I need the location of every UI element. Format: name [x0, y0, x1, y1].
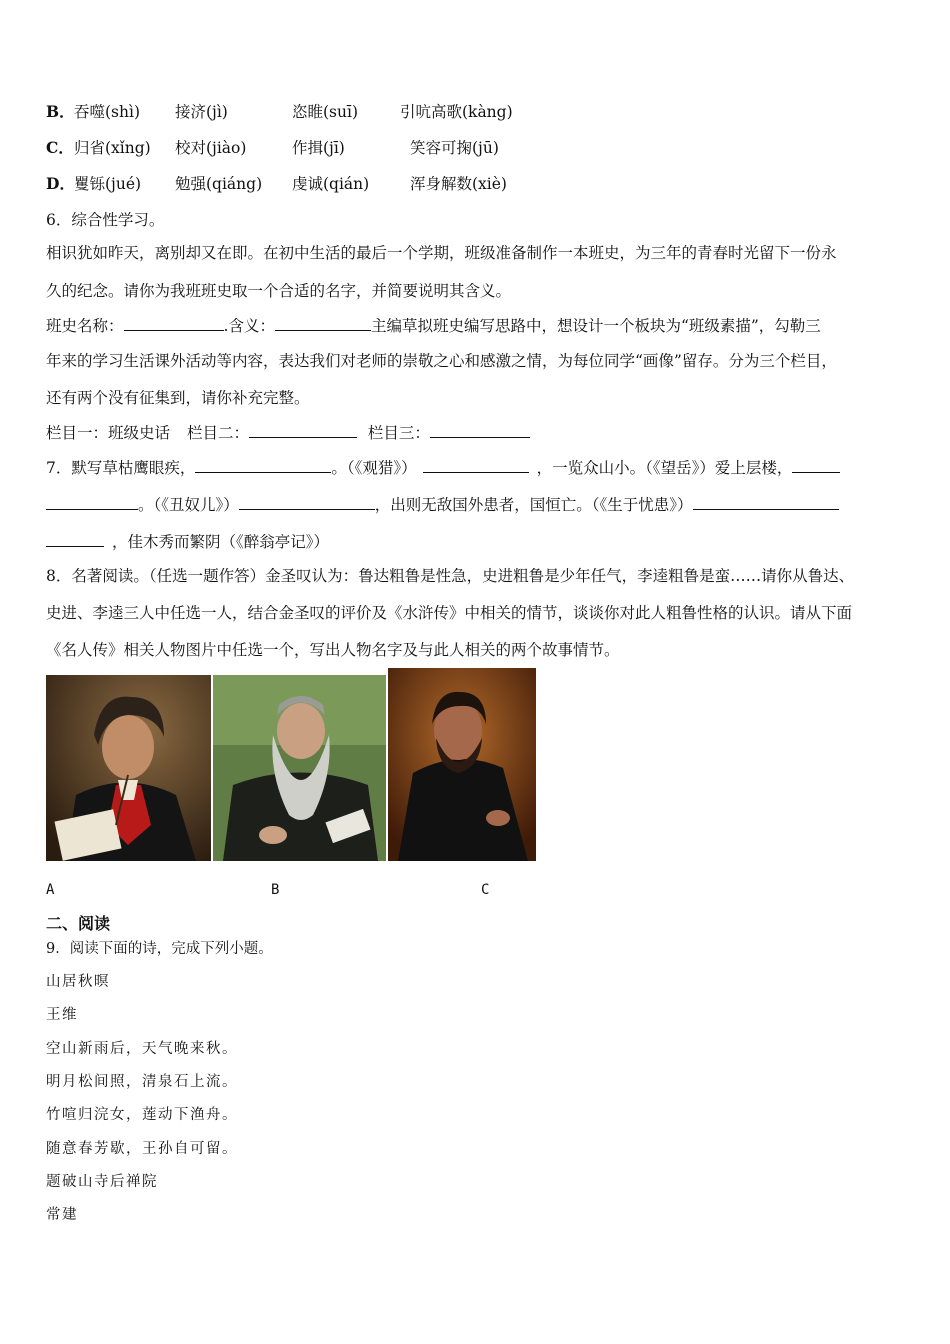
- q6-columns-line: [46, 422, 530, 443]
- answer-blank[interactable]: [195, 457, 331, 473]
- q7-text: ，一览众山小。（《望岳》）爱上层楼，: [536, 459, 793, 477]
- poem-line: 随意春芳歇，王孙自可留。: [46, 1141, 238, 1157]
- answer-blank[interactable]: [124, 315, 224, 331]
- portrait-c-image: [388, 668, 536, 861]
- option-item: 笑容可掬(jū): [410, 139, 499, 157]
- q7-line: [46, 457, 840, 478]
- option-item: 吞噬(shì): [74, 103, 140, 121]
- option-item: 归省(xǐng): [74, 139, 151, 157]
- answer-blank[interactable]: [423, 457, 529, 473]
- answer-blank[interactable]: [46, 531, 104, 547]
- caption-a: A: [46, 882, 55, 898]
- q7-text: ，佳木秀而繁阴（《醉翁亭记》）: [112, 533, 330, 551]
- option-label: C．: [46, 138, 74, 157]
- option-item: 虔诚(qián): [292, 175, 370, 193]
- q7-text: 。（《丑奴儿》）: [138, 496, 239, 514]
- q9-title: 9．阅读下面的诗，完成下列小题。: [46, 941, 273, 957]
- q7-text: 。（《观猎》）: [331, 459, 417, 477]
- option-label: B．: [46, 102, 75, 121]
- q6-paragraph: 年来的学习生活课外活动等内容，表达我们对老师的崇敬之心和感激之情，为每位同学“画像”留存。分为三个栏目，: [46, 352, 837, 370]
- q8-paragraph: 8．名著阅读。（任选一题作答）金圣叹认为：鲁达粗鲁是性急，史进粗鲁是少年任气，李逵粗鲁是蛮……请你从鲁达、: [46, 567, 855, 585]
- q7-line: [46, 531, 329, 552]
- option-item: 接济(jì): [175, 103, 228, 121]
- q7-line: [46, 494, 839, 515]
- option-item: 矍铄(jué): [74, 175, 142, 193]
- poem-line: 竹喧归浣女，莲动下渔舟。: [46, 1107, 238, 1123]
- poem-author: 王维: [46, 1007, 78, 1023]
- poem-line: 明月松间照，清泉石上流。: [46, 1074, 238, 1090]
- section-heading: 二、阅读: [46, 914, 111, 933]
- poem-line: 空山新雨后，天气晚来秋。: [46, 1041, 238, 1057]
- answer-blank[interactable]: [430, 422, 530, 438]
- caption-b: B: [271, 882, 280, 898]
- option-item: 浑身解数(xiè): [410, 175, 507, 193]
- answer-blank[interactable]: [792, 457, 840, 473]
- portrait-a-image: [46, 675, 211, 861]
- portrait-b-image: [213, 675, 386, 861]
- caption-c: C: [481, 882, 490, 898]
- option-label: D．: [46, 174, 75, 193]
- poem-title: 山居秋暝: [46, 974, 110, 990]
- q6-fill-line: [46, 315, 821, 336]
- q8-paragraph: 《名人传》相关人物图片中任选一个，写出人物名字及与此人相关的两个故事情节。: [46, 641, 620, 659]
- column-one: 栏目一：班级史话: [46, 424, 171, 442]
- name-label: 班史名称：: [46, 317, 124, 335]
- q7-text: ，出则无敌国外患者，国恒亡。（《生于忧患》）: [374, 496, 693, 514]
- q6-paragraph: 相识犹如昨天，离别却又在即。在初中生活的最后一个学期，班级准备制作一本班史，为三年的青春时光留下一份永: [46, 244, 837, 262]
- answer-blank[interactable]: [249, 422, 357, 438]
- option-item: 恣睢(suī): [292, 103, 358, 121]
- option-item: 引吭高歌(kàng): [400, 103, 513, 121]
- option-item: 校对(jiào): [175, 139, 247, 157]
- option-item: 作揖(jī): [292, 139, 345, 157]
- q6-paragraph: 主编草拟班史编写思路中，想设计一个板块为“班级素描”，勾勒三: [370, 317, 821, 335]
- q8-paragraph: 史进、李逵三人中任选一人，结合金圣叹的评价及《水浒传》中相关的情节，谈谈你对此人粗鲁性格的认识。请从下面: [46, 604, 853, 622]
- answer-blank[interactable]: [46, 494, 138, 510]
- poem-author: 常建: [46, 1207, 78, 1223]
- option-item: 勉强(qiáng): [175, 175, 263, 193]
- q6-title: 6．综合性学习。: [46, 211, 165, 229]
- meaning-label: .含义：: [223, 317, 275, 335]
- q7-text: 7．默写草枯鹰眼疾，: [46, 459, 196, 477]
- column-three-label: 栏目三：: [367, 424, 430, 442]
- q6-paragraph: 久的纪念。请你为我班班史取一个合适的名字，并简要说明其含义。: [46, 282, 512, 300]
- answer-blank[interactable]: [239, 494, 375, 510]
- answer-blank[interactable]: [275, 315, 371, 331]
- column-two-label: 栏目二：: [186, 424, 249, 442]
- answer-blank[interactable]: [693, 494, 839, 510]
- poem-title: 题破山寺后禅院: [46, 1174, 158, 1190]
- q6-paragraph: 还有两个没有征集到，请你补充完整。: [46, 389, 310, 407]
